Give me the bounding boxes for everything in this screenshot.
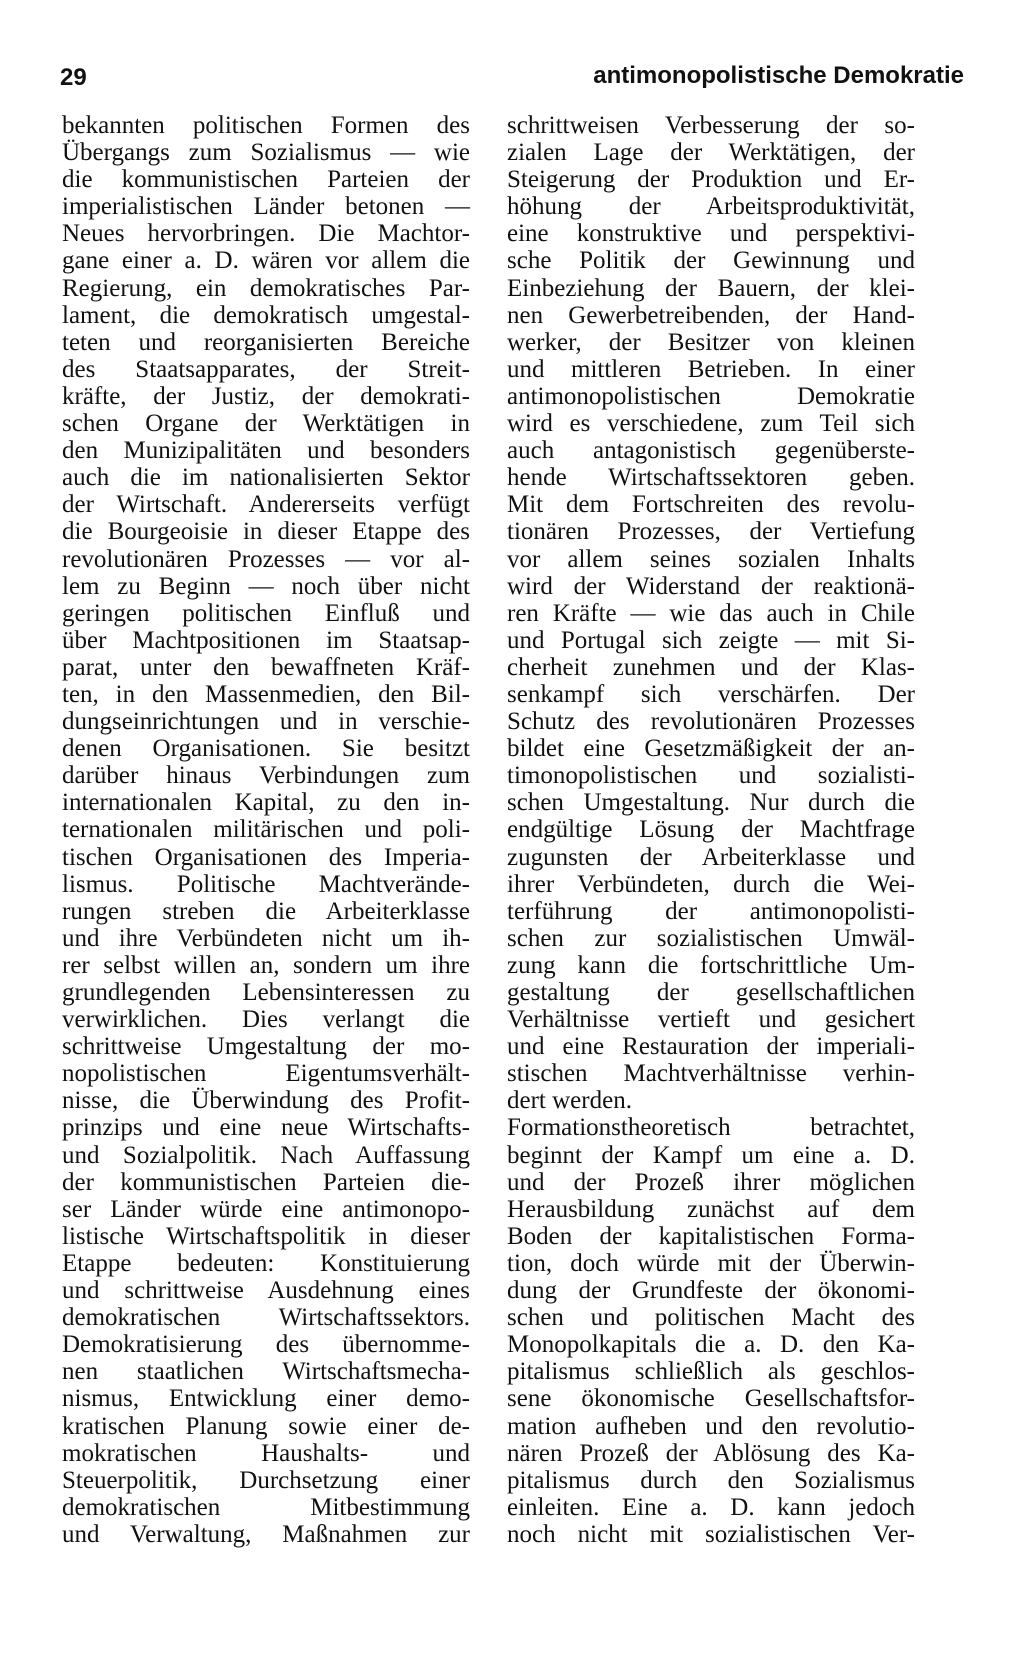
- text-line: Neues hervorbringen. Die Machtor-: [62, 220, 470, 248]
- text-line: lem zu Beginn — noch über nicht: [62, 572, 470, 600]
- text-line: Boden der kapitalistischen Forma-: [507, 1222, 915, 1250]
- text-line: einleiten. Eine a. D. kann jedoch: [507, 1493, 915, 1521]
- text-line: auch antagonistisch gegenüberste-: [507, 437, 915, 465]
- text-line: prinzips und eine neue Wirtschafts-: [62, 1114, 470, 1142]
- text-line: und mittleren Betrieben. In einer: [507, 355, 915, 383]
- text-line: demokratischen Mitbestimmung: [62, 1493, 470, 1521]
- text-line: dung der Grundfeste der ökonomi-: [507, 1277, 915, 1305]
- text-line: Verhältnisse vertieft und gesichert: [507, 1006, 915, 1034]
- text-line: rungen streben die Arbeiterklasse: [62, 897, 470, 925]
- text-line: tischen Organisationen des Imperia-: [62, 843, 470, 871]
- text-line: zialen Lage der Werktätigen, der: [507, 139, 915, 167]
- text-line: bekannten politischen Formen des: [62, 112, 470, 139]
- text-line: und Verwaltung, Maßnahmen zur: [62, 1520, 470, 1548]
- right-text-column: [507, 112, 915, 1548]
- text-line: lismus. Politische Machtverände-: [62, 870, 470, 898]
- text-line: mokratischen Haushalts- und: [62, 1439, 470, 1467]
- text-line: lament, die demokratisch umgestal-: [62, 301, 470, 329]
- text-line: gestaltung der gesellschaftlichen: [507, 979, 915, 1006]
- text-line: noch nicht mit sozialistischen Ver-: [507, 1520, 915, 1548]
- text-line: des Staatsapparates, der Streit-: [62, 355, 470, 383]
- text-line: und schrittweise Ausdehnung eines: [62, 1277, 470, 1305]
- text-line: darüber hinaus Verbindungen zum: [62, 762, 470, 790]
- text-line: teten und reorganisierten Bereiche: [62, 328, 470, 356]
- text-line: kräfte, der Justiz, der demokrati-: [62, 382, 470, 410]
- text-line: denen Organisationen. Sie besitzt: [62, 735, 470, 763]
- text-line: die Bourgeoisie in dieser Etappe des: [62, 518, 470, 546]
- text-line: und Portugal sich zeigte — mit Si-: [507, 626, 915, 654]
- text-line: stischen Machtverhältnisse verhin-: [507, 1060, 915, 1088]
- text-line: terführung der antimonopolisti-: [507, 897, 915, 925]
- text-line: listische Wirtschaftspolitik in dieser: [62, 1222, 470, 1250]
- text-line: die kommunistischen Parteien der: [62, 166, 470, 194]
- text-line: nisse, die Überwindung des Profit-: [62, 1087, 470, 1115]
- text-line: schrittweise Umgestaltung der mo-: [62, 1033, 470, 1061]
- text-line: ternationalen militärischen und poli-: [62, 816, 470, 844]
- text-line: nismus, Entwicklung einer demo-: [62, 1385, 470, 1413]
- text-line: wird der Widerstand der reaktionä-: [507, 572, 915, 600]
- text-line: den Munizipalitäten und besonders: [62, 437, 470, 465]
- page-number: 29: [60, 64, 87, 91]
- text-line: hende Wirtschaftssektoren geben.: [507, 464, 915, 492]
- left-text-column: [62, 112, 470, 1548]
- text-line: demokratischen Wirtschaftssektors.: [62, 1304, 470, 1332]
- text-line: kratischen Planung sowie einer de-: [62, 1412, 470, 1440]
- text-line: Steigerung der Produktion und Er-: [507, 166, 915, 194]
- text-line: eine konstruktive und perspektivi-: [507, 220, 915, 248]
- text-line: pitalismus schließlich als geschlos-: [507, 1358, 915, 1386]
- text-line: nen staatlichen Wirtschaftsmecha-: [62, 1358, 470, 1386]
- text-line: schen Umgestaltung. Nur durch die: [507, 789, 915, 817]
- text-line: Regierung, ein demokratisches Par-: [62, 274, 470, 302]
- text-line: endgültige Lösung der Machtfrage: [507, 816, 915, 844]
- text-line: timonopolistischen und sozialisti-: [507, 762, 915, 790]
- text-line: Etappe bedeuten: Konstituierung: [62, 1249, 470, 1277]
- text-line: höhung der Arbeitsproduktivität,: [507, 193, 915, 221]
- text-line: und eine Restauration der imperiali-: [507, 1033, 915, 1061]
- text-line: werker, der Besitzer von kleinen: [507, 328, 915, 356]
- text-line: tion, doch würde mit der Überwin-: [507, 1249, 915, 1277]
- text-line: antimonopolistischen Demokratie: [507, 382, 915, 410]
- text-line: imperialistischen Länder betonen —: [62, 193, 470, 221]
- text-line: senkampf sich verschärfen. Der: [507, 680, 915, 708]
- text-line: Übergangs zum Sozialismus — wie: [62, 139, 470, 167]
- text-line: zung kann die fortschrittliche Um-: [507, 951, 915, 979]
- text-line: gane einer a. D. wären vor allem die: [62, 247, 470, 275]
- text-line: sene ökonomische Gesellschaftsfor-: [507, 1385, 915, 1413]
- text-line: parat, unter den bewaffneten Kräf-: [62, 653, 470, 681]
- text-line: und Sozialpolitik. Nach Auffassung: [62, 1141, 470, 1169]
- page-header: [60, 56, 964, 96]
- text-line: verwirklichen. Dies verlangt die: [62, 1006, 470, 1034]
- text-line: auch die im nationalisierten Sektor: [62, 464, 470, 492]
- text-line: wird es verschiedene, zum Teil sich: [507, 410, 915, 438]
- running-title: antimonopolistische Demokratie: [593, 62, 964, 89]
- text-line: revolutionären Prozesses — vor al-: [62, 545, 470, 573]
- text-line: Mit dem Fortschreiten des revolu-: [507, 491, 915, 519]
- text-line: Demokratisierung des übernomme-: [62, 1331, 470, 1359]
- text-line: nopolistischen Eigentumsverhält-: [62, 1060, 470, 1088]
- text-line: Monopolkapitals die a. D. den Ka-: [507, 1331, 915, 1359]
- text-line: Einbeziehung der Bauern, der klei-: [507, 274, 915, 302]
- text-line: schen zur sozialistischen Umwäl-: [507, 924, 915, 952]
- text-line: und ihre Verbündeten nicht um ih-: [62, 924, 470, 952]
- text-line: über Machtpositionen im Staatsap-: [62, 626, 470, 654]
- text-line: pitalismus durch den Sozialismus: [507, 1466, 915, 1494]
- text-line: grundlegenden Lebensinteressen zu: [62, 979, 470, 1006]
- text-line: ten, in den Massenmedien, den Bil-: [62, 680, 470, 708]
- text-line: cherheit zunehmen und der Klas-: [507, 653, 915, 681]
- text-line: dungseinrichtungen und in verschie-: [62, 708, 470, 736]
- text-line: nen Gewerbetreibenden, der Hand-: [507, 301, 915, 329]
- text-line: zugunsten der Arbeiterklasse und: [507, 843, 915, 871]
- text-line: mation aufheben und den revolutio-: [507, 1412, 915, 1440]
- text-line: der kommunistischen Parteien die-: [62, 1168, 470, 1196]
- text-line: dert werden.: [507, 1087, 632, 1115]
- text-line: ser Länder würde eine antimonopo-: [62, 1195, 470, 1223]
- text-line: geringen politischen Einfluß und: [62, 599, 470, 627]
- text-line: sche Politik der Gewinnung und: [507, 247, 915, 275]
- text-line: ihrer Verbündeten, durch die Wei-: [507, 870, 915, 898]
- text-line: vor allem seines sozialen Inhalts: [507, 545, 915, 573]
- text-line: schen Organe der Werktätigen in: [62, 410, 470, 438]
- text-line: der Wirtschaft. Andererseits verfügt: [62, 491, 470, 519]
- text-line: Steuerpolitik, Durchsetzung einer: [62, 1466, 470, 1494]
- text-line: schen und politischen Macht des: [507, 1304, 915, 1332]
- text-line: Formationstheoretisch betrachtet,: [507, 1114, 915, 1142]
- text-line: nären Prozeß der Ablösung des Ka-: [507, 1439, 915, 1467]
- text-line: ren Kräfte — wie das auch in Chile: [507, 599, 915, 627]
- text-line: tionären Prozesses, der Vertiefung: [507, 518, 915, 546]
- text-line: bildet eine Gesetzmäßigkeit der an-: [507, 735, 915, 763]
- text-line: rer selbst willen an, sondern um ihre: [62, 951, 470, 979]
- text-line: internationalen Kapital, zu den in-: [62, 789, 470, 817]
- text-line: Schutz des revolutionären Prozesses: [507, 708, 915, 736]
- text-line: beginnt der Kampf um eine a. D.: [507, 1141, 915, 1169]
- text-line: schrittweisen Verbesserung der so-: [507, 112, 915, 139]
- text-line: Herausbildung zunächst auf dem: [507, 1195, 915, 1223]
- text-line: und der Prozeß ihrer möglichen: [507, 1168, 915, 1196]
